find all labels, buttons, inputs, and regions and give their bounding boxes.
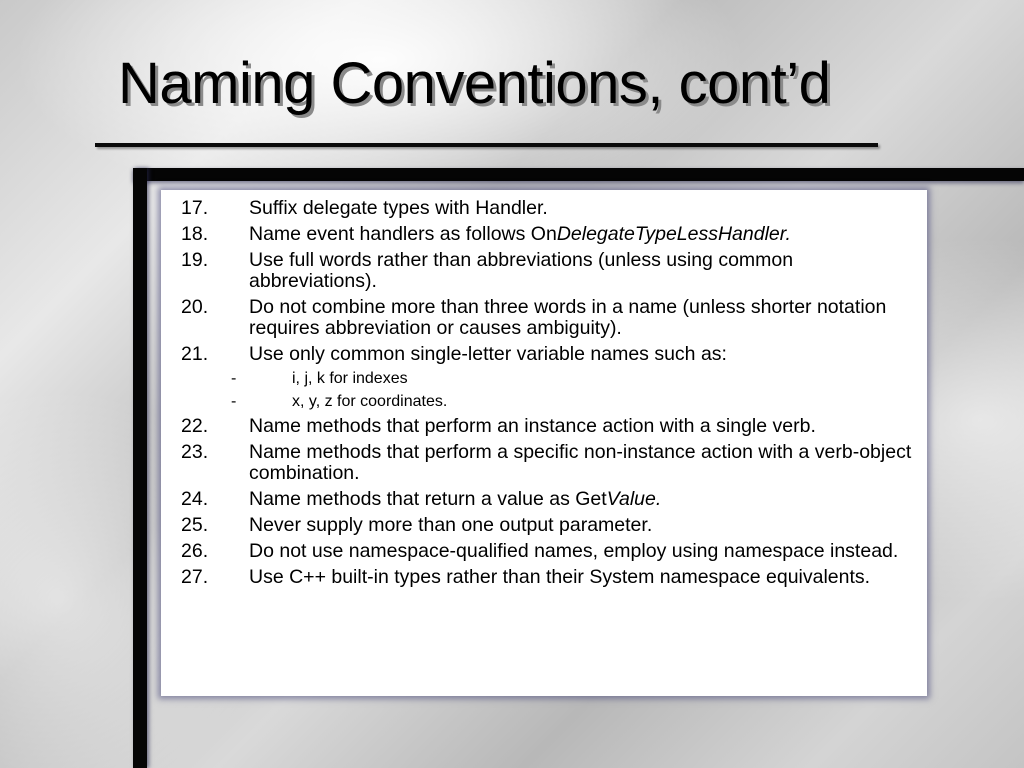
- item-emphasis: DelegateTypeLessHandler.: [556, 223, 791, 245]
- sub-item-dash: -: [231, 393, 237, 410]
- list-item: [161, 224, 927, 245]
- item-text: Name methods that perform an instance action with a single verb.: [249, 415, 816, 437]
- item-number: 18.: [181, 223, 209, 245]
- item-text: Do not combine more than three words in a name (unless shorter notation requires abbreviation or causes ambiguity).: [249, 296, 887, 339]
- sub-item-text: i, j, k for indexes: [292, 370, 408, 387]
- item-text-wrap: [249, 224, 927, 245]
- item-text: Name event handlers as follows On: [249, 223, 557, 245]
- list-item: [161, 198, 927, 219]
- item-text: Use only common single-letter variable names such as:: [249, 343, 727, 365]
- item-number: 22.: [181, 415, 209, 437]
- item-text: Never supply more than one output parameter.: [249, 514, 653, 536]
- list-item: [161, 416, 927, 437]
- frame-top-bar: [133, 168, 1024, 181]
- list-item: [161, 515, 927, 536]
- item-text: Do not use namespace-qualified names, employ using namespace instead.: [249, 540, 899, 562]
- slide-title: Naming Conventions, cont’d: [118, 51, 831, 116]
- sub-list-item: [161, 370, 927, 388]
- title-underline: [95, 143, 878, 147]
- frame-left-bar: [133, 168, 147, 768]
- item-number: 25.: [181, 514, 209, 536]
- item-text: Name methods that return a value as Get: [249, 488, 607, 510]
- item-number: 24.: [181, 488, 209, 510]
- list-item: [161, 541, 927, 562]
- item-number: 26.: [181, 540, 209, 562]
- item-text: Use full words rather than abbreviations (unless using common abbreviations).: [249, 249, 794, 292]
- item-text: Name methods that perform a specific non-instance action with a verb-object combination.: [249, 441, 912, 484]
- list-item: [161, 489, 927, 510]
- item-emphasis: Value.: [606, 488, 662, 510]
- item-text: Use C++ built-in types rather than their System namespace equivalents.: [249, 566, 871, 588]
- content-box: [161, 190, 927, 696]
- item-text-wrap: [249, 489, 927, 510]
- sub-item-dash: -: [231, 370, 237, 387]
- item-number: 27.: [181, 566, 209, 588]
- list-item: [161, 442, 927, 484]
- list-item: [161, 344, 927, 365]
- list-item: [161, 297, 927, 339]
- item-number: 23.: [181, 441, 209, 463]
- item-number: 19.: [181, 249, 209, 271]
- sub-item-text: x, y, z for coordinates.: [292, 393, 448, 410]
- item-number: 20.: [181, 296, 209, 318]
- item-number: 21.: [181, 343, 209, 365]
- list-item: [161, 567, 927, 588]
- item-text: Suffix delegate types with Handler.: [249, 197, 548, 219]
- item-number: 17.: [181, 197, 209, 219]
- sub-list-item: [161, 393, 927, 411]
- list-item: [161, 250, 927, 292]
